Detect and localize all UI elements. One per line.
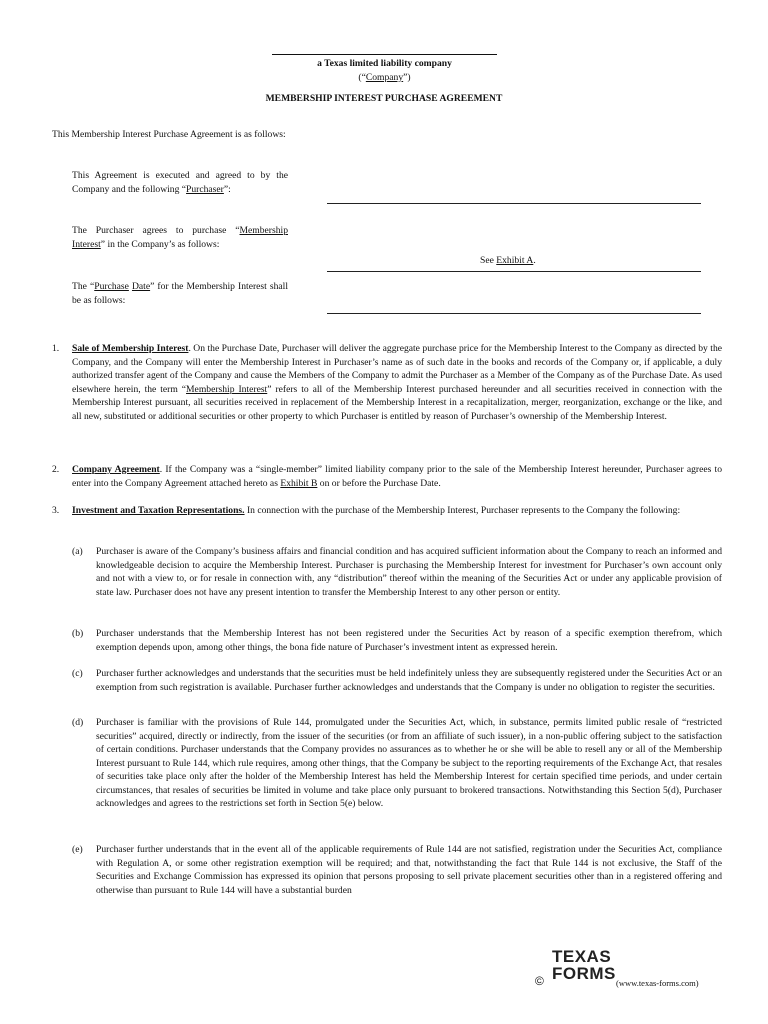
exhibit-b-link: Exhibit B xyxy=(280,477,318,489)
section-1-heading: Sale of Membership Interest xyxy=(72,343,189,354)
item-d-label: (d) xyxy=(72,717,84,728)
company-name-line xyxy=(272,54,497,55)
see-exhibit-text: See Exhibit A. xyxy=(480,255,536,266)
section-2-heading: Company Agreement xyxy=(72,464,160,475)
texas-forms-logo: TEXAS FORMS xyxy=(552,947,616,983)
company-definition: (“Company”) xyxy=(358,72,411,83)
item-c-text: Purchaser further acknowledges and understands that the securities must be held indefinitely unless they are subsequently registered under the Securities Act or an exemption from such registration is available. Purchaser further acknowledges and understands that the Company is under no obligation to register the securities. xyxy=(96,668,722,693)
purchase-date-text: The “Purchase Date” for the Membership Interest shall be as follows: xyxy=(72,281,288,306)
purchaser-term: Purchaser xyxy=(186,183,224,195)
purchase-date-line[interactable] xyxy=(327,313,701,314)
company-type: a Texas limited liability company xyxy=(317,58,452,69)
membership-interest-line[interactable] xyxy=(327,271,701,272)
section-1-number: 1. xyxy=(52,343,60,354)
item-e-text: Purchaser further understands that in the event all of the applicable requirements of Rule 144 are not satisfied, registration under the Securities Act, compliance with Regulation A, or some other registration exemption will be required; and that, notwithstanding the fact that Rule 144 is not exclusive, the Staff of the Securities and Exchange Commission has expressed its opinion that persons proposing to sell private placement securities other than in a registered offering and otherwise than pursuant to Rule 144 will have a substantial burden xyxy=(96,844,722,896)
copyright-icon: © xyxy=(535,974,544,988)
section-3-text: Investment and Taxation Representations. In connection with the purchase of the Membership Interest, Purchaser represents to the Company the following: xyxy=(72,505,681,516)
company-term: Company xyxy=(365,72,404,83)
document-title: MEMBERSHIP INTEREST PURCHASE AGREEMENT xyxy=(265,93,503,104)
item-b-text: Purchaser understands that the Membership Interest has not been registered under the Securities Act by reason of a specific exemption therefrom, which exemption depends upon, among other things, the bona fide nature of Purchaser’s investment intent as expressed herein. xyxy=(96,628,722,653)
item-a-text: Purchaser is aware of the Company’s business affairs and financial condition and has acquired sufficient information about the Company to reach an informed and knowledgeable decision to acquire the Membership Interest. Purchaser is purchasing the Membership Interest for investment for Purchaser’s own account only and not with a view to, or for resale in connection with, any “distribution” thereof within the meaning of the Securities Act or under any applicable provision of state law. Purchaser does not have any present intention to transfer the Membership Interest to any other person or entity. xyxy=(96,546,722,598)
purchase-agreement-text: The Purchaser agrees to purchase “Membership Interest” in the Company’s as follows: xyxy=(72,225,288,250)
purchaser-name-line[interactable] xyxy=(327,203,701,204)
section-2-number: 2. xyxy=(52,464,60,475)
footer-url: (www.texas-forms.com) xyxy=(616,978,699,988)
item-e-label: (e) xyxy=(72,844,83,855)
intro-text: This Membership Interest Purchase Agreement is as follows: xyxy=(52,129,286,140)
item-c-label: (c) xyxy=(72,668,83,679)
item-d-text: Purchaser is familiar with the provisions of Rule 144, promulgated under the Securities Act, which, in substance, permits limited public resale of “restricted securities” acquired, directly or indirectly, from the issuer of the securities (or from an affiliate of such issuer), in a non-public offering subject to the satisfaction of certain conditions. Purchaser understands that the Company provides no assurances as to whether he or she will be able to resell any or all of the Membership Interest pursuant to Rule 144, which rule requires, among other things, that the Company be subject to the reporting requirements of the Exchange Act, that resales of securities take place only after the holder of the Membership Interest has held the Membership Interest for certain specified time periods, and under certain circumstances, that resales of securities be limited in volume and take place only pursuant to brokered transactions. Notwithstanding this Section 5(d), Purchaser acknowledges and agrees to the restrictions set forth in Section 5(e) below. xyxy=(96,717,722,809)
section-3-heading: Investment and Taxation Representations. xyxy=(72,505,245,516)
item-b-label: (b) xyxy=(72,628,84,639)
executed-by-text: This Agreement is executed and agreed to by the Company and the following “Purchaser”: xyxy=(72,170,288,195)
section-1-text: Sale of Membership Interest. On the Purchase Date, Purchaser will deliver the aggregate purchase price for the Membership Interest to the Company as directed by the Company, and the Company will enter the Membership Interest in Purchaser’s name as of such date in the books and records of the Company or, if applicable, a duly authorized transfer agent of the Company and cause the Members of the Company to admit the Purchaser as a Member of the Company as of the Purchase Date. As used elsewhere herein, the term “Membership Interest” refers to all of the Membership Interest purchased hereunder and all securities received in connection with the Membership Interest pursuant, all securities received in replacement of the Membership Interest in a recapitalization, merger, reorganization, exchange or the like, and all new, substituted or additional securities or other property to which Purchaser is entitled by reason of Purchaser’s ownership of the Membership Interest. xyxy=(72,343,722,422)
item-a-label: (a) xyxy=(72,546,83,557)
exhibit-a-link: Exhibit A xyxy=(496,255,534,266)
section-3-number: 3. xyxy=(52,505,60,516)
section-2-text: Company Agreement. If the Company was a “single-member” limited liability company prior to the sale of the Membership Interest hereunder, Purchaser agrees to enter into the Company Agreement attached hereto as Exhibit B on or before the Purchase Date. xyxy=(72,464,722,489)
